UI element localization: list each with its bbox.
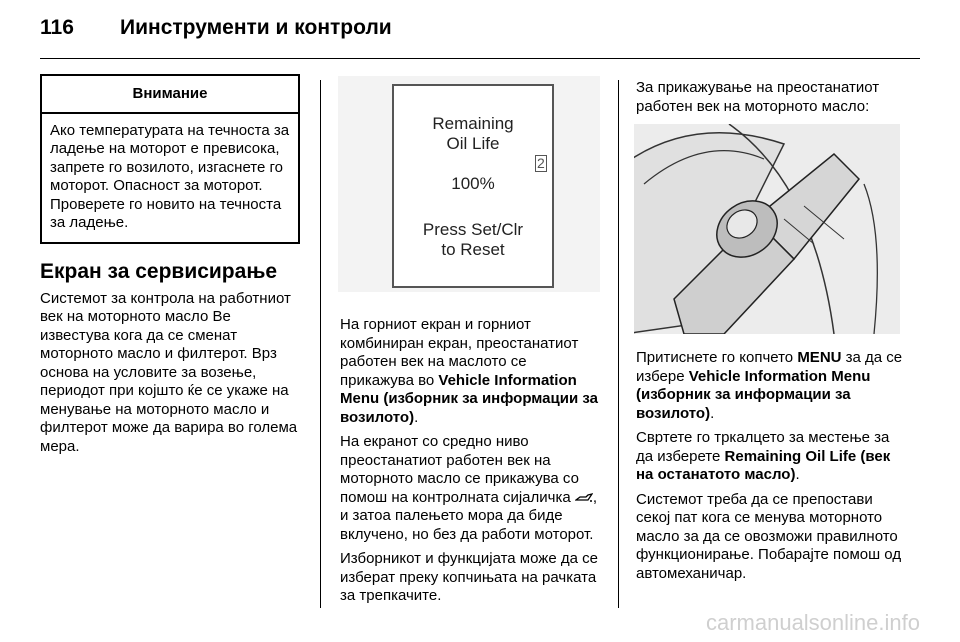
warning-body: Ако температурата на течноста за ладење на моторот е превисока, запрете го возилото, изгаснете го моторот. Опасност за моторот. Проверете го новито на течноста за ладење.: [50, 121, 290, 231]
section-heading: Екран за сервисирање: [40, 259, 278, 283]
oil-pressure-icon: [575, 493, 593, 503]
right-paragraph-3: Системот треба да се препостави секој пат кога се менува моторното масло за да се овозможи правилното функционирање. Побарајте помош од автомеханичар.: [636, 490, 902, 582]
column-divider-1: [320, 80, 321, 608]
lever-figure: [634, 124, 900, 334]
page-number: 116: [40, 16, 74, 39]
header-rule: [40, 58, 920, 59]
middle-paragraph-3: Изборникот и функцијата може да се изберат преку копчињата на рачката за трепкачите.: [340, 550, 598, 604]
right-paragraph-1: Притиснете го копчето MENU за да се избере Vehicle Information Menu (изборник за информации за возилото).: [636, 349, 903, 422]
right-paragraph-2: Свртете го тркалцето за местење за да изберете Remaining Oil Life (век на останатото масло).: [636, 429, 891, 483]
section-paragraph: Системот за контрола на работниот век на моторното масло Ве известува кога да се сменат моторното масло и филтерот. Врз основа на условите за возење, периодот при којшто ќе се укаже на менување на моторното масло и филтерот може да варира во голема мера.: [40, 289, 298, 455]
turn-signal-lever-illustration: [634, 124, 900, 334]
screen-line-remaining: Remaining: [432, 114, 514, 133]
right-column: [636, 349, 906, 589]
screen-percent: 100%: [451, 174, 495, 193]
display-screen: [392, 84, 554, 288]
middle-paragraph-2: На екранот со средно ниво преостанатиот работен век на моторното масло се прикажува со помош на контролната сијаличка , и затоа палењето мора да биде вклучено, но без да работи моторот.: [340, 433, 598, 543]
middle-paragraph-1: На горниот екран и горниот комбиниран екран, преостанатиот работен век на маслото се прикажува во Vehicle Information Menu (изборник за информации за возилото).: [340, 316, 598, 426]
left-column: [40, 74, 302, 462]
screen-line-press: Press Set/Clr: [422, 220, 524, 239]
right-intro: [636, 79, 906, 122]
page-header: [40, 16, 392, 40]
screen-line-oil-life: Oil Life: [446, 134, 500, 153]
page-title: Иинструменти и контроли: [120, 16, 392, 39]
column-divider-2: [618, 80, 619, 608]
warning-title: Внимание: [42, 76, 298, 114]
middle-column: [340, 316, 602, 612]
screen-line-reset: to Reset: [441, 240, 505, 259]
warning-box: [40, 74, 300, 244]
figure-number: 2: [537, 155, 545, 171]
right-intro-text: За прикажување на преостанатиот работен век на моторното масло:: [636, 79, 880, 115]
watermark: carmanualsonline.info: [705, 610, 920, 635]
